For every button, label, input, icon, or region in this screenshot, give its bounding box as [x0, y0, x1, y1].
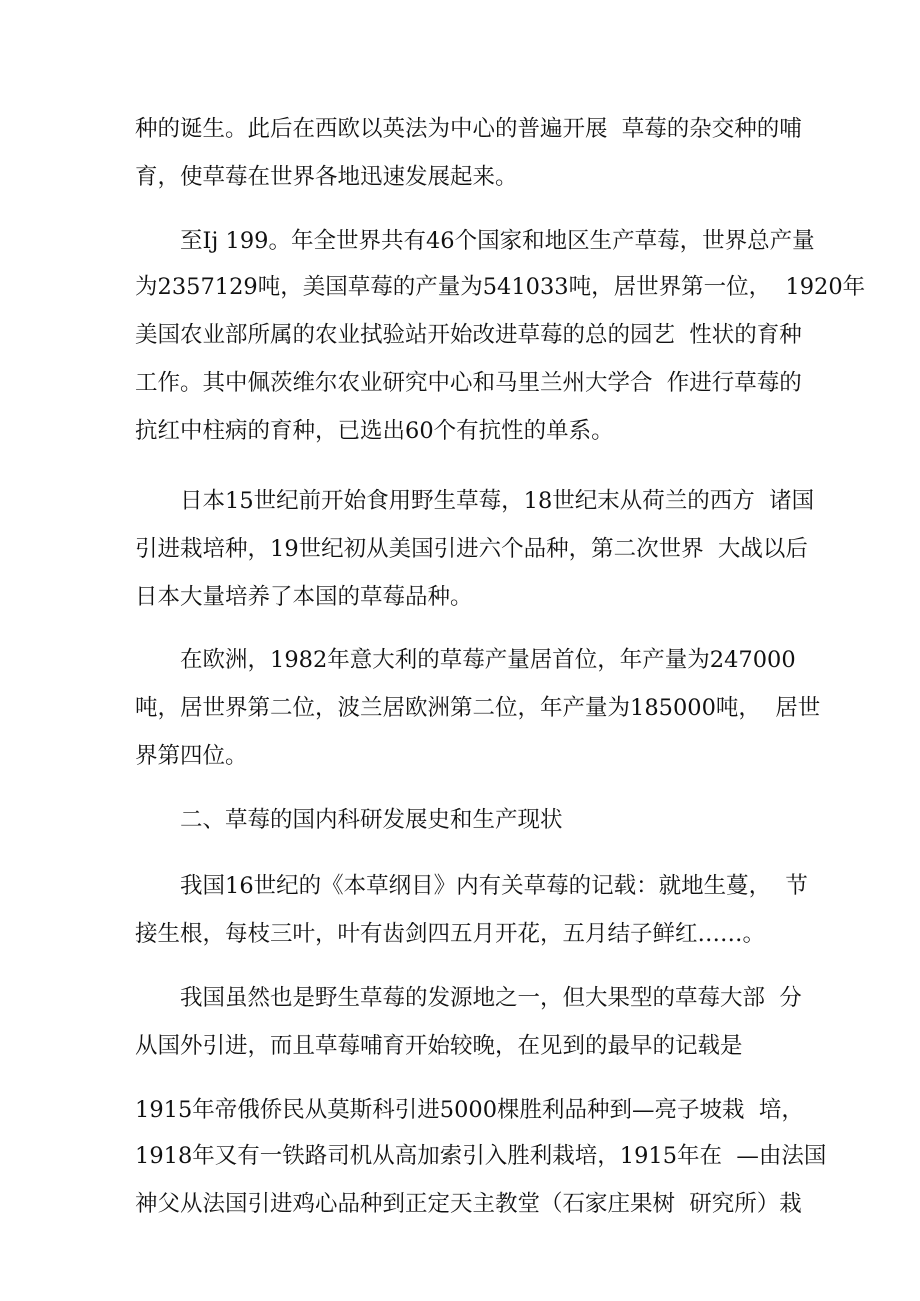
text-line: 在欧洲，1982年意大利的草莓产量居首位，年产量为247000: [180, 647, 796, 673]
text-line: 1918年又有一铁路司机从高加索引入胜利栽培，1915年在 —由法国: [135, 1143, 827, 1169]
text-line: 神父从法国引进鸡心品种到正定天主教堂（石家庄果树 研究所）栽: [135, 1191, 802, 1217]
text-line: 从国外引进，而且草莓哺育开始较晚，在见到的最早的记载是: [135, 1033, 743, 1059]
text-line: 日本大量培养了本国的草莓品种。: [135, 584, 473, 610]
text-line: 日本15世纪前开始食用野生草莓，18世纪末从荷兰的西方 诸国: [180, 488, 815, 514]
text-line: 我国虽然也是野生草莓的发源地之一，但大果型的草莓大部 分: [180, 985, 802, 1011]
text-line: 接生根，每枝三叶，叶有齿剑四五月开花，五月结子鲜红……。: [135, 921, 766, 947]
text-line: 引进栽培种，19世纪初从美国引进六个品种，第二次世界 大战以后: [135, 536, 808, 562]
section-heading: 二、草莓的国内科研发展史和生产现状: [180, 807, 563, 833]
text-line: 至Ij 199。年全世界共有46个国家和地区生产草莓，世界总产量: [180, 228, 815, 254]
text-line: 我国16世纪的《本草纲目》内有关草莓的记载：就地生蔓， 节: [180, 873, 808, 899]
text-line: 1915年帝俄侨民从莫斯科引进5000棵胜利品种到—亮子坡栽 培，: [135, 1097, 804, 1123]
text-line: 界第四位。: [135, 743, 248, 769]
text-line: 工作。其中佩茨维尔农业研究中心和马里兰州大学合 作进行草莓的: [135, 370, 802, 396]
text-line: 美国农业部所属的农业拭验站开始改进草莓的总的园艺 性状的育种: [135, 322, 802, 348]
text-line: 吨，居世界第二位，波兰居欧洲第二位，年产量为185000吨， 居世: [135, 695, 821, 721]
text-line: 育，使草莓在世界各地迅速发展起来。: [135, 164, 518, 190]
text-line: 种的诞生。此后在西欧以英法为中心的普遍开展 草莓的杂交种的哺: [135, 116, 802, 142]
text-line: 为2357129吨，美国草莓的产量为541033吨，居世界第一位， 1920年: [135, 274, 866, 300]
text-line: 抗红中柱病的育种，已选出60个有抗性的单系。: [135, 418, 614, 444]
